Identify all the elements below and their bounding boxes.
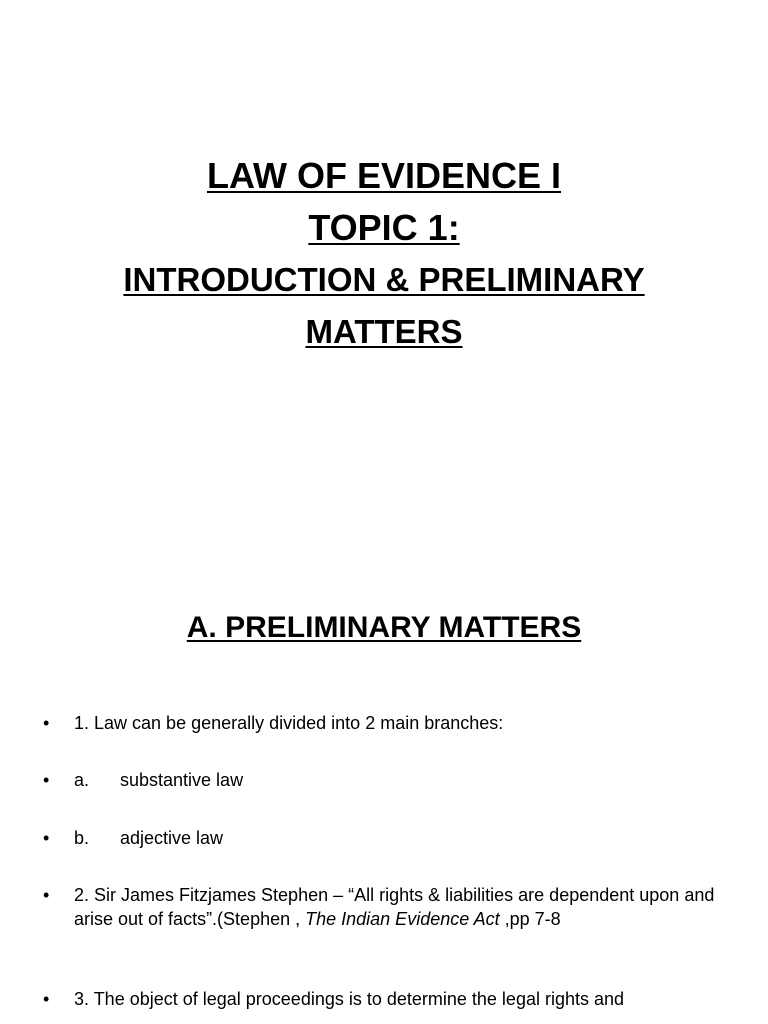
book-title: The Indian Evidence Act xyxy=(305,909,500,929)
bullet-icon: • xyxy=(43,989,50,1009)
bullet-text: substantive law xyxy=(120,770,244,790)
bullet-text: 2. Sir James Fitzjames Stephen – “All rights & liabilities are dependent upon and arise out of facts”.(Stephen , xyxy=(74,885,715,929)
list-item xyxy=(0,883,768,931)
list-item xyxy=(0,711,768,735)
bullet-icon: • xyxy=(43,713,50,733)
item-letter: a. xyxy=(74,770,90,790)
title-line-2: TOPIC 1: xyxy=(308,207,460,248)
content-slide xyxy=(0,576,768,1024)
slide-title xyxy=(0,150,768,358)
bullet-icon: • xyxy=(43,885,50,905)
section-heading: A. PRELIMINARY MATTERS xyxy=(186,611,582,644)
bullet-text: adjective law xyxy=(120,828,224,848)
bullet-list xyxy=(0,711,768,1011)
subtitle-line-2: MATTERS xyxy=(305,313,463,350)
list-item xyxy=(0,987,768,1011)
item-letter: b. xyxy=(74,828,90,848)
subtitle-line-1: INTRODUCTION & PRELIMINARY xyxy=(123,261,645,298)
bullet-text: 1. Law can be generally divided into 2 main branches: xyxy=(74,713,504,733)
list-item xyxy=(0,826,768,850)
bullet-icon: • xyxy=(43,770,50,790)
title-line-1: LAW OF EVIDENCE I xyxy=(206,155,562,196)
bullet-text-tail: ,pp 7-8 xyxy=(499,909,561,929)
bullet-icon: • xyxy=(43,828,50,848)
list-item xyxy=(0,768,768,792)
bullet-text: 3. The object of legal proceedings is to determine the legal rights and xyxy=(74,989,625,1009)
